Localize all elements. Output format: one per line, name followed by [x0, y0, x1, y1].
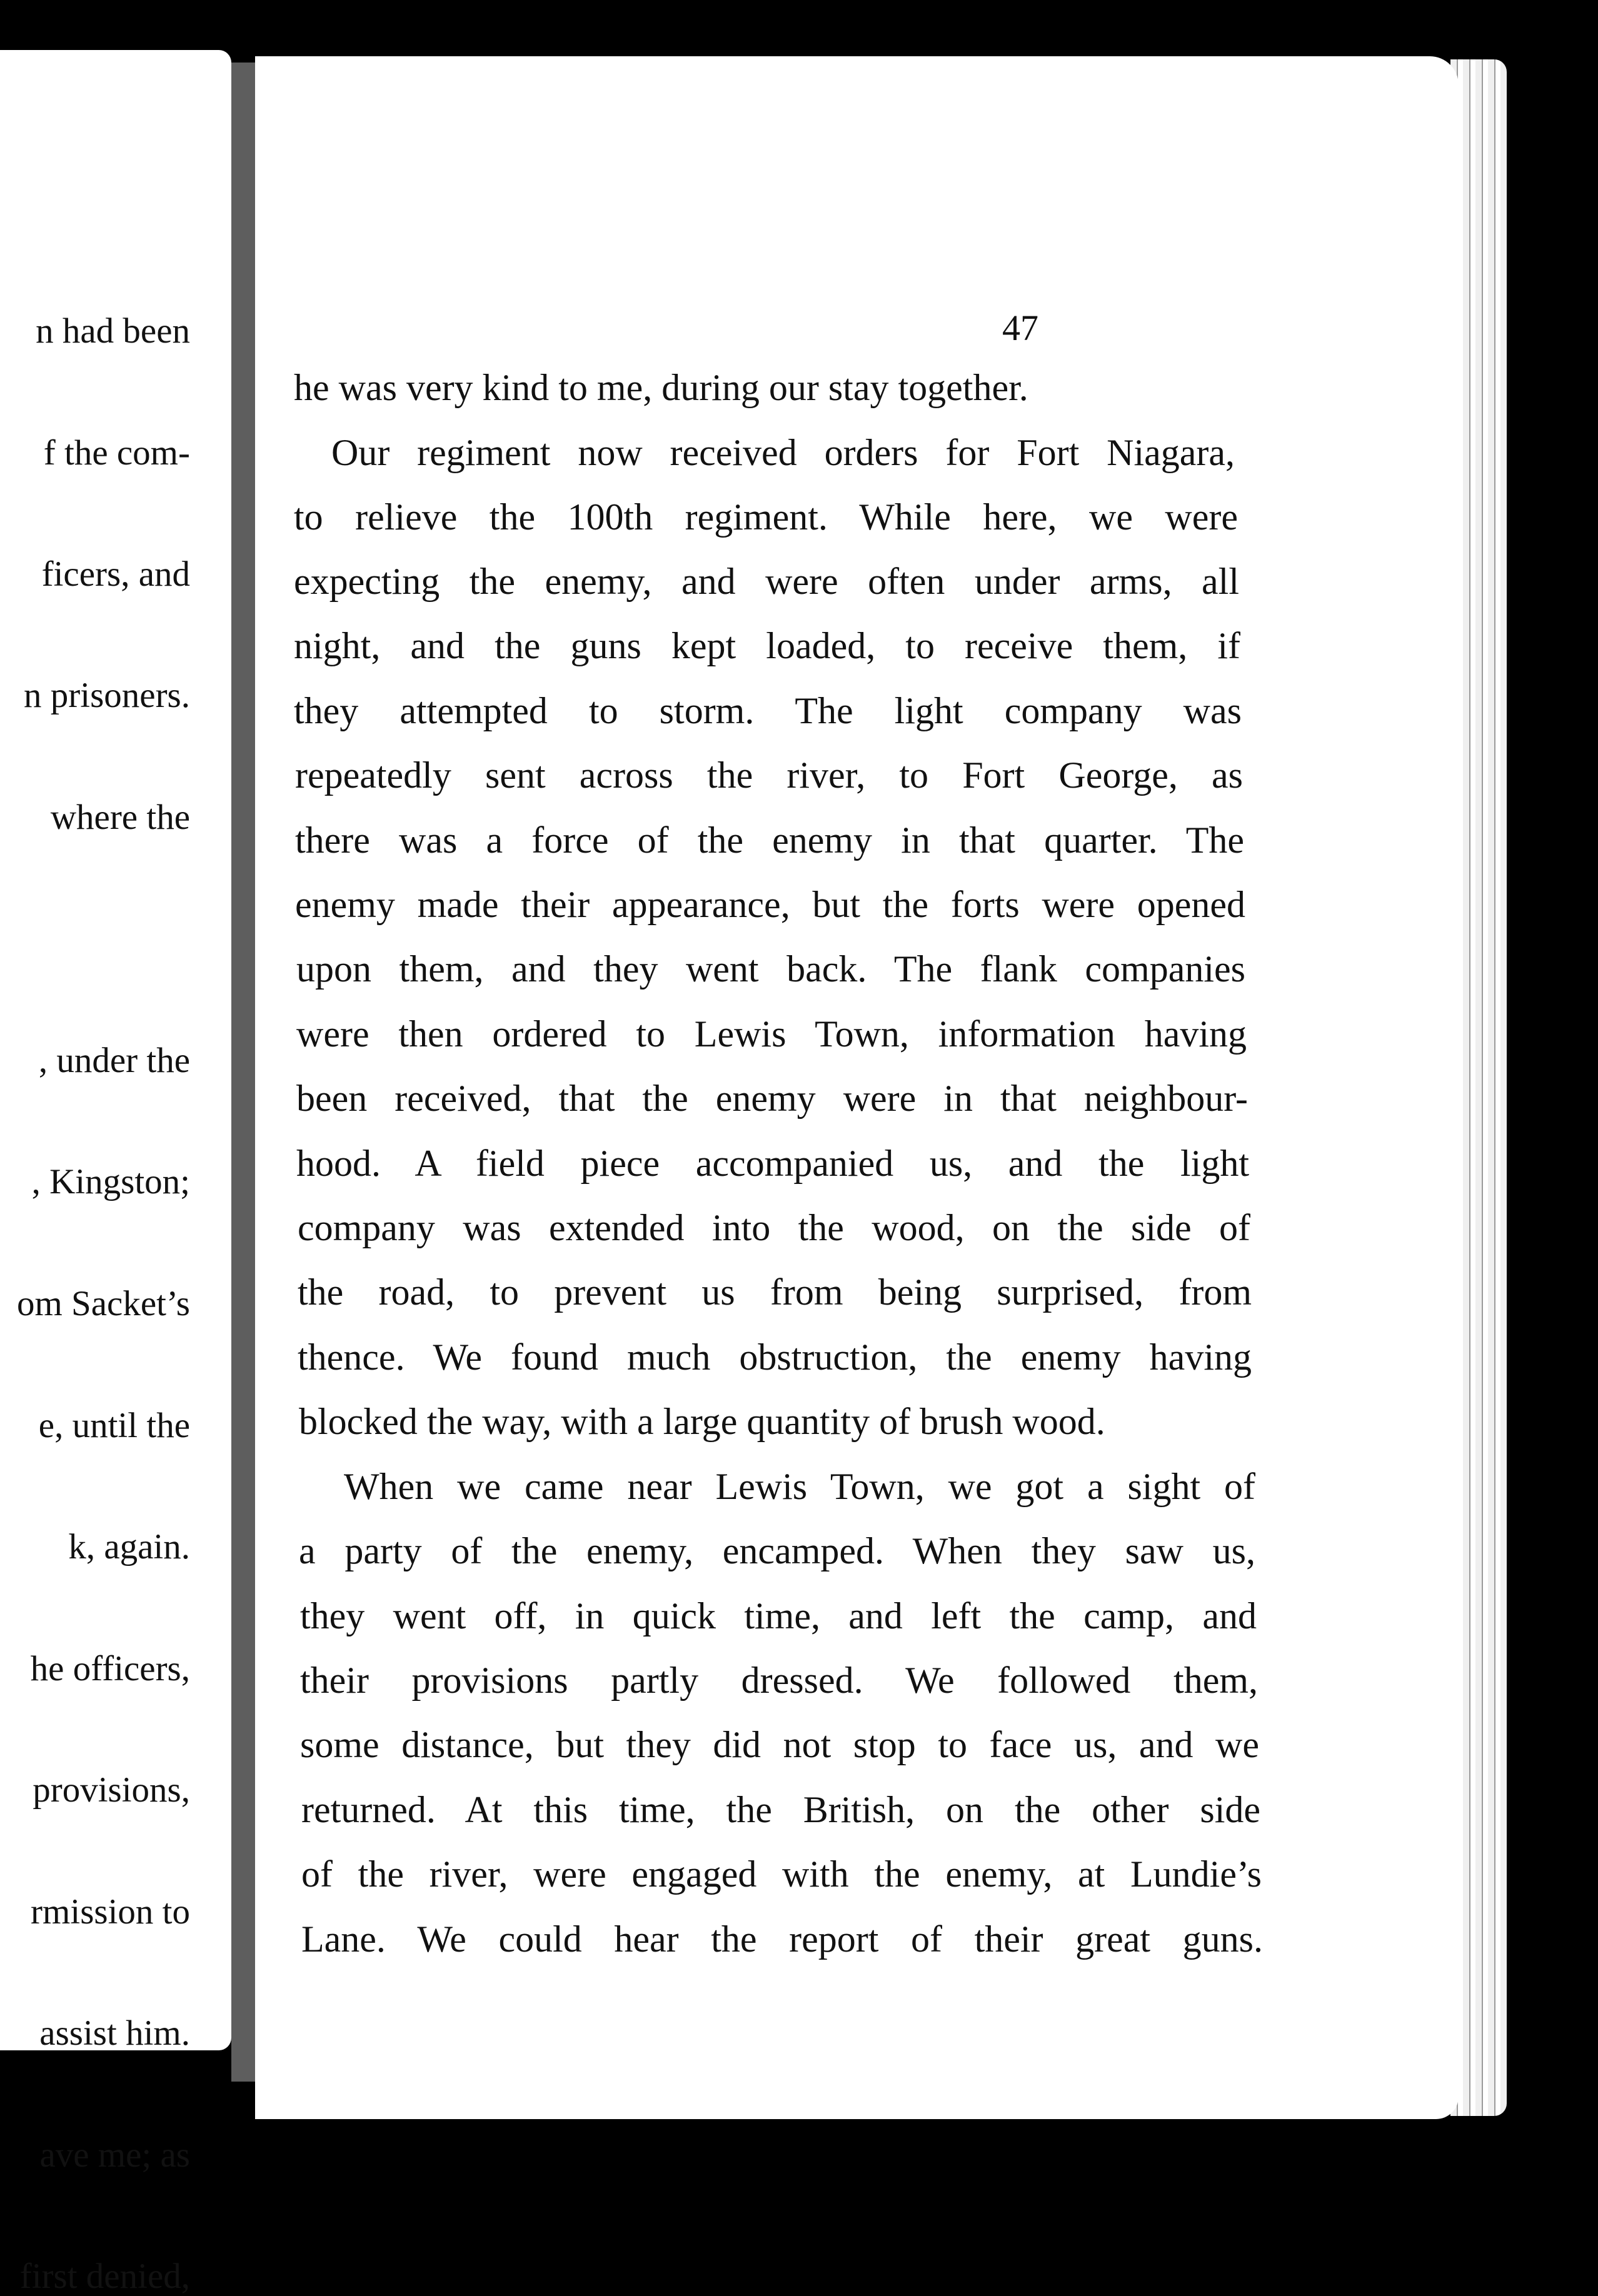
body-line: night, and the guns kept loaded, to receive them, if	[294, 625, 1240, 666]
body-line: expecting the enemy, and were often under arms, all	[294, 561, 1239, 602]
left-line: ficers, and	[41, 554, 190, 594]
left-line: assist him.	[39, 2013, 190, 2053]
left-line: n prisoners.	[24, 676, 190, 715]
left-line: rmission to	[31, 1892, 190, 1932]
body-line: they went off, in quick time, and left the camp, and	[300, 1595, 1257, 1637]
left-page-fragment	[0, 50, 231, 2296]
body-line: there was a force of the enemy in that quarter. The	[295, 820, 1244, 861]
body-line: he was very kind to me, during our stay together.	[294, 367, 1028, 408]
left-line: , under the	[38, 1041, 190, 1080]
page-number: 47	[1002, 308, 1038, 348]
left-line: provisions,	[33, 1770, 190, 1810]
body-line: been received, that the enemy were in that neighbour-	[296, 1078, 1248, 1119]
body-line: Our regiment now received orders for Fort Niagara,	[331, 432, 1235, 473]
body-line: returned. At this time, the British, on the other side	[301, 1789, 1260, 1830]
body-line: company was extended into the wood, on the side of	[298, 1207, 1250, 1248]
left-line: n had been	[36, 311, 190, 351]
body-line: hood. A field piece accompanied us, and the light	[296, 1143, 1249, 1184]
body-line: repeatedly sent across the river, to Fort George, as	[295, 754, 1243, 796]
body-line: blocked the way, with a large quantity of brush wood.	[299, 1401, 1105, 1442]
left-line: he officers,	[30, 1649, 190, 1688]
left-line: e, until the	[38, 1406, 190, 1445]
body-line: Lane. We could hear the report of their great guns.	[301, 1918, 1263, 1960]
right-page	[255, 56, 1459, 2119]
body-line: a party of the enemy, encamped. When they saw us,	[299, 1530, 1255, 1572]
left-line: first denied,	[19, 2257, 190, 2296]
body-line: to relieve the 100th regiment. While here, we were	[294, 496, 1238, 538]
left-line: where the	[50, 798, 190, 837]
left-line: f the com-	[43, 433, 190, 473]
body-line: were then ordered to Lewis Town, information having	[296, 1013, 1247, 1055]
body-line: When we came near Lewis Town, we got a sight of	[344, 1466, 1255, 1507]
left-line: om Sacket’s	[16, 1284, 190, 1323]
left-line: , Kingston;	[31, 1162, 190, 1201]
body-line: of the river, were engaged with the enemy, at Lundie’s	[301, 1853, 1262, 1895]
page-edges	[1450, 59, 1507, 2116]
body-line: some distance, but they did not stop to face us, and we	[300, 1724, 1259, 1765]
left-line: k, again.	[68, 1527, 190, 1567]
body-line: upon them, and they went back. The flank companies	[296, 948, 1245, 990]
body-line: thence. We found much obstruction, the enemy having	[298, 1336, 1252, 1378]
body-line: their provisions partly dressed. We followed them,	[300, 1660, 1258, 1701]
body-line: they attempted to storm. The light company was	[294, 690, 1242, 731]
left-line: ave me; as	[39, 2135, 190, 2175]
body-line: enemy made their appearance, but the forts were opened	[295, 884, 1245, 925]
page-gutter	[231, 63, 255, 2082]
body-line: the road, to prevent us from being surprised, from	[298, 1271, 1252, 1313]
